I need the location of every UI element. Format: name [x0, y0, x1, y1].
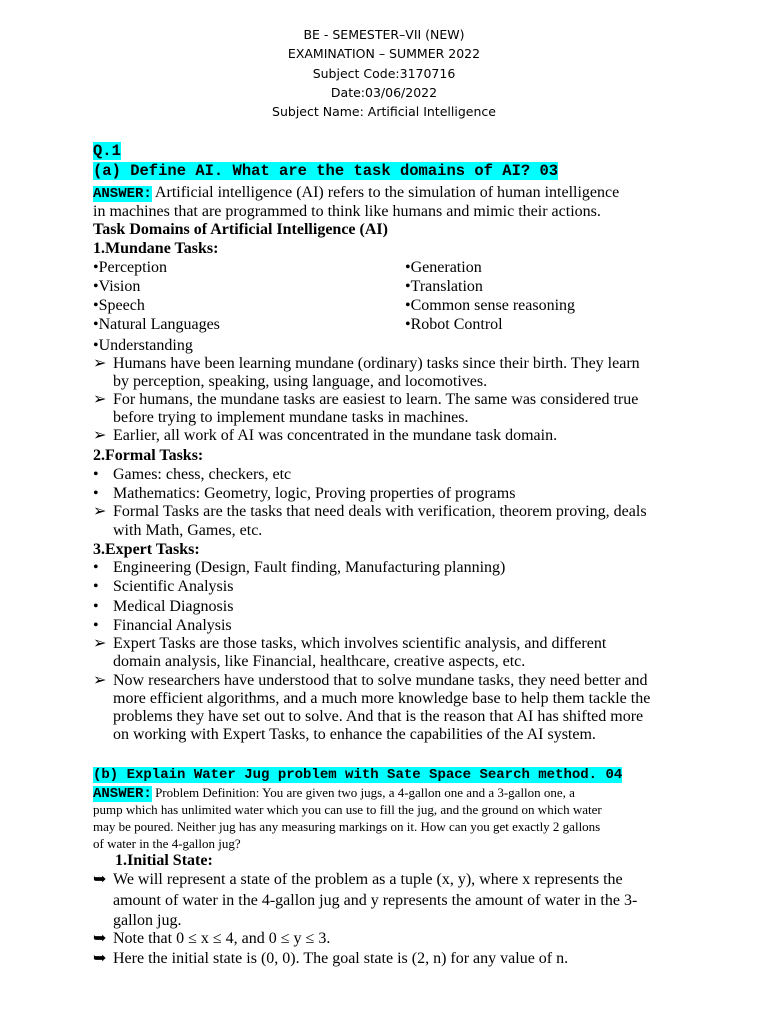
section-heading: Task Domains of Artificial Intelligence (AI)	[93, 221, 388, 238]
arrow-point-cont: domain analysis, like Financial, healthcare, creative aspects, etc.	[113, 653, 526, 670]
hook-point: ➥ Note that 0 ≤ x ≤ 4, and 0 ≤ y ≤ 3.	[93, 930, 331, 947]
list-item: •Robot Control	[405, 316, 503, 333]
subject-name: Subject Name: Artificial Intelligence	[272, 104, 496, 119]
list-item: • Mathematics: Geometry, logic, Proving properties of programs	[93, 485, 516, 502]
arrow-point: ➢ Expert Tasks are those tasks, which involves scientific analysis, and different	[93, 635, 607, 652]
hook-point-cont: amount of water in the 4-gallon jug and y represents the amount of water in the 3-	[113, 892, 638, 909]
exam-header-line: BE - SEMESTER–VII (NEW)	[303, 27, 465, 42]
arrow-point: ➢ Earlier, all work of AI was concentrated in the mundane task domain.	[93, 427, 558, 444]
list-item: • Games: chess, checkers, etc	[93, 466, 292, 483]
answer-line: in machines that are programmed to think like humans and mimic their actions.	[93, 203, 601, 220]
answer-line: pump which has unlimited water which you can use to fill the jug, and the ground on which water	[93, 802, 602, 817]
arrow-point: ➢ For humans, the mundane tasks are easiest to learn. The same was considered true	[93, 391, 639, 408]
section-heading: 1.Mundane Tasks:	[93, 240, 219, 257]
arrow-point-cont: problems they have set out to solve. And that is the reason that AI has shifted more	[113, 708, 644, 725]
list-item: •Speech	[93, 297, 145, 314]
arrow-point: ➢ Humans have been learning mundane (ordinary) tasks since their birth. They learn	[93, 355, 640, 372]
list-item: •Translation	[405, 278, 483, 295]
list-item: •Understanding	[93, 337, 193, 354]
list-item: • Financial Analysis	[93, 617, 232, 634]
question-b-title: (b) Explain Water Jug problem with Sate Space Search method. 04	[93, 767, 623, 783]
section-heading: 3.Expert Tasks:	[93, 541, 200, 558]
answer-line: may be poured. Neither jug has any measuring markings on it. How can you get exactly 2 gallons	[93, 819, 601, 834]
section-heading: 2.Formal Tasks:	[93, 447, 204, 464]
list-item: •Natural Languages	[93, 316, 220, 333]
section-heading: 1.Initial State:	[115, 852, 213, 869]
arrow-point-cont: more efficient algorithms, and a much more knowledge base to help them tackle the	[113, 690, 651, 707]
list-item: •Vision	[93, 278, 141, 295]
list-item: •Generation	[405, 259, 482, 276]
arrow-point-cont: before trying to implement mundane tasks in machines.	[113, 409, 469, 426]
list-item: • Scientific Analysis	[93, 578, 234, 595]
arrow-point-cont: on working with Expert Tasks, to enhance the capabilities of the AI system.	[113, 726, 596, 743]
answer-line: of water in the 4-gallon jug?	[93, 836, 241, 851]
hook-point: ➥ We will represent a state of the problem as a tuple (x, y), where x represents the	[93, 871, 623, 888]
hook-point-cont: gallon jug.	[113, 912, 182, 929]
question-number: Q.1	[93, 142, 121, 160]
subject-code: Subject Code:3170716	[312, 66, 456, 81]
arrow-point: ➢ Formal Tasks are the tasks that need deals with verification, theorem proving, deals	[93, 503, 647, 520]
arrow-point-cont: by perception, speaking, using language, and locomotives.	[113, 373, 488, 390]
hook-point: ➥ Here the initial state is (0, 0). The goal state is (2, n) for any value of n.	[93, 950, 569, 967]
list-item: • Medical Diagnosis	[93, 598, 234, 615]
list-item: •Common sense reasoning	[405, 297, 576, 314]
list-item: •Perception	[93, 259, 168, 276]
arrow-point: ➢ Now researchers have understood that to solve mundane tasks, they need better and	[93, 672, 648, 689]
answer-line: ANSWER: Problem Definition: You are given two jugs, a 4-gallon one and a 3-gallon one, a	[93, 785, 575, 802]
exam-date: Date:03/06/2022	[330, 85, 438, 100]
answer-line: ANSWER: Artificial intelligence (AI) refers to the simulation of human intelligence	[93, 184, 620, 202]
exam-header-line: EXAMINATION – SUMMER 2022	[287, 46, 481, 61]
arrow-point-cont: with Math, Games, etc.	[113, 522, 263, 539]
list-item: • Engineering (Design, Fault finding, Manufacturing planning)	[93, 559, 506, 576]
question-a-title: (a) Define AI. What are the task domains of AI? 03	[93, 162, 559, 180]
